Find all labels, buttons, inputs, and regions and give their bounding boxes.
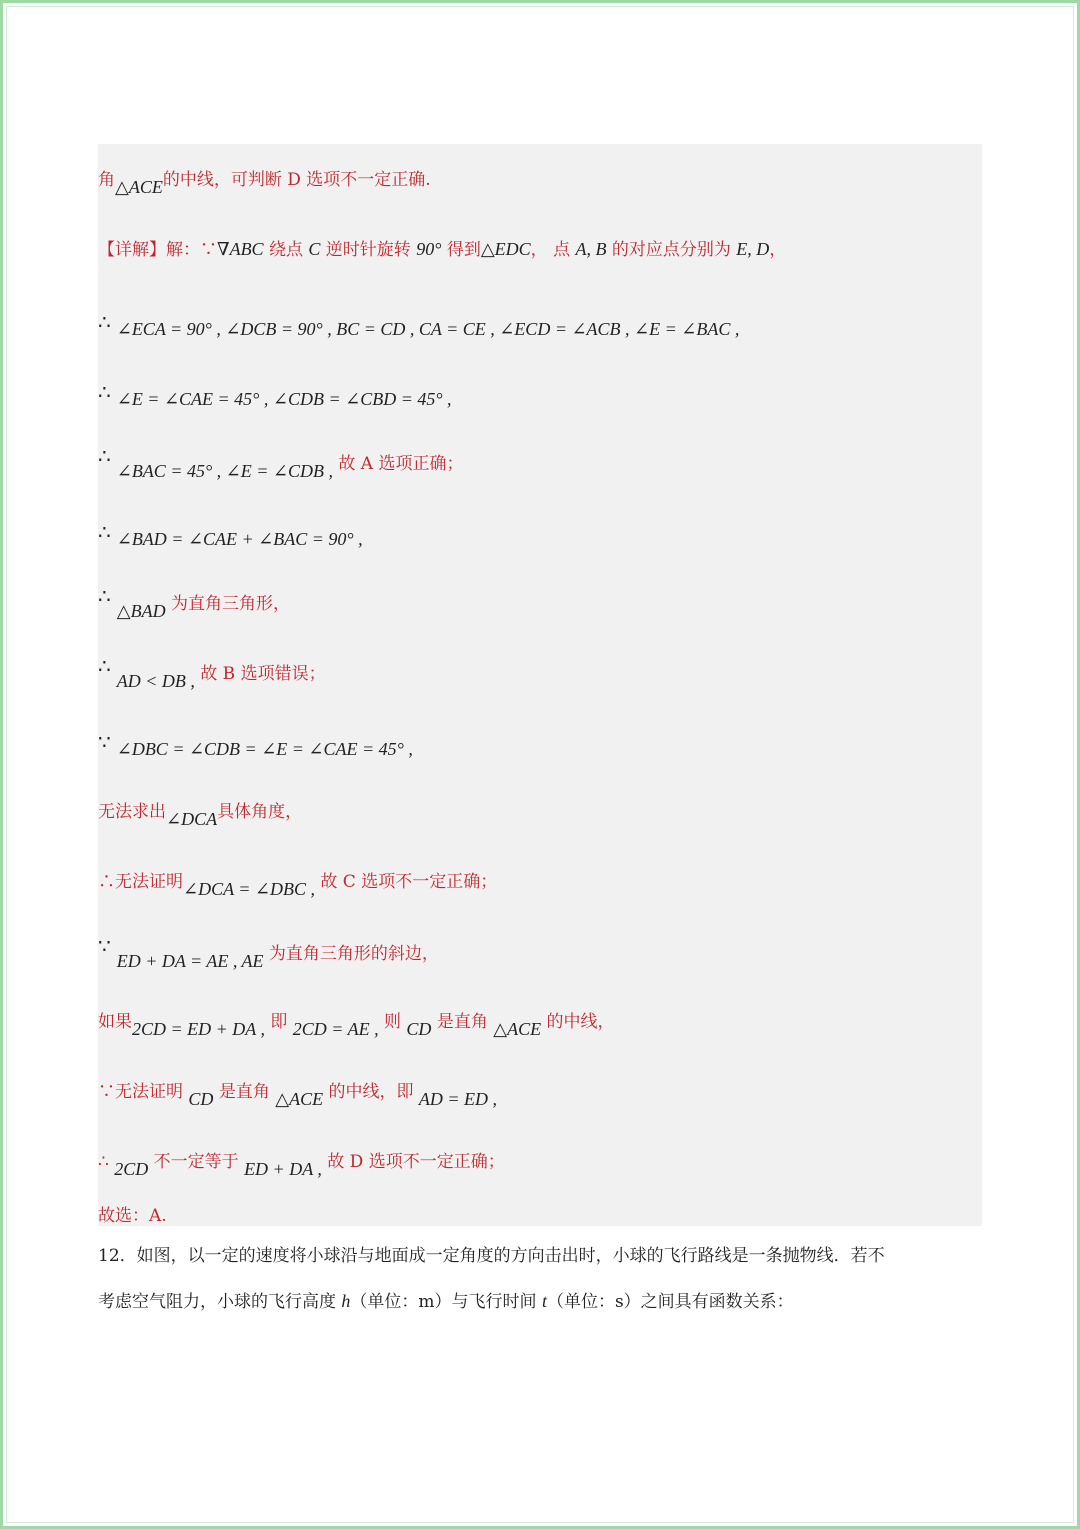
solution-text: ∵无法证明 bbox=[98, 1082, 189, 1102]
solution-line-13 bbox=[98, 1012, 615, 1039]
solution-text: 故选：A. bbox=[98, 1206, 167, 1226]
solution-text: ∴无法证明 bbox=[98, 872, 183, 892]
var-t: t bbox=[541, 1291, 547, 1311]
var-h: h bbox=[341, 1291, 351, 1311]
math-expression: ∠ECA = 90° , ∠DCB = 90° , BC = CD , CA = CE , ∠ECD = ∠ACB , ∠E = ∠BAC , bbox=[116, 319, 740, 339]
math-expression: ∠BAC = 45° , ∠E = ∠CDB , bbox=[116, 461, 333, 481]
solution-line-1 bbox=[98, 170, 431, 197]
math-expression: AD = ED , bbox=[418, 1089, 498, 1109]
solution-text: 是直角 bbox=[431, 1012, 494, 1032]
math-expression: ∠BAD = ∠CAE + ∠BAC = 90° , bbox=[116, 529, 363, 549]
solution-text: 【详解】解：∵ bbox=[98, 240, 217, 260]
math-expression: △ACE bbox=[493, 1019, 542, 1039]
solution-text: 的中线，即 bbox=[323, 1082, 419, 1102]
solution-text: 故 C 选项不一定正确； bbox=[315, 872, 498, 892]
solution-text: 无法求出 bbox=[98, 802, 166, 822]
solution-line-5 bbox=[98, 444, 464, 481]
question-text-2b: （单位：m）与飞行时间 bbox=[350, 1292, 542, 1312]
solution-text: ∴ bbox=[98, 1152, 115, 1172]
solution-text: 即 bbox=[264, 1012, 293, 1032]
math-expression: A, B bbox=[575, 239, 607, 259]
solution-text: 的中线，可判断 D 选项不一定正确. bbox=[162, 170, 431, 190]
solution-line-11 bbox=[98, 872, 498, 899]
question-text-1: 12．如图，以一定的速度将小球沿与地面成一定角度的方向击出时，小球的飞行路线是一条抛物线．若不 bbox=[98, 1246, 885, 1266]
math-expression: ED + DA , bbox=[244, 1159, 322, 1179]
math-expression: ED + DA = AE , AE bbox=[116, 951, 264, 971]
math-expression: E, D bbox=[736, 239, 770, 259]
solution-text: 绕点 bbox=[263, 240, 309, 260]
solution-line-4 bbox=[98, 380, 452, 409]
math-expression: △ACE bbox=[275, 1089, 324, 1109]
solution-text: 的中线， bbox=[541, 1012, 615, 1032]
math-expression: 2CD = AE , bbox=[292, 1019, 379, 1039]
solution-text: 逆时针旋转 bbox=[320, 240, 417, 260]
math-expression: ∠DBC = ∠CDB = ∠E = ∠CAE = 45° , bbox=[116, 739, 413, 759]
solution-line-3 bbox=[98, 310, 740, 339]
solution-text: 为直角三角形的斜边， bbox=[263, 944, 439, 964]
question-line-2 bbox=[98, 1292, 794, 1311]
math-expression: AD < DB , bbox=[116, 671, 195, 691]
solution-text: 故 A 选项正确； bbox=[332, 454, 464, 474]
math-expression: ∠DCA = ∠DBC , bbox=[183, 879, 315, 899]
solution-text: 故 D 选项不一定正确； bbox=[321, 1152, 505, 1172]
solution-text: 则 bbox=[378, 1012, 407, 1032]
solution-line-16 bbox=[98, 1208, 167, 1225]
solution-line-7 bbox=[98, 584, 290, 621]
solution-block bbox=[98, 144, 982, 1226]
solution-text: ， bbox=[769, 240, 787, 260]
solution-line-14 bbox=[98, 1082, 498, 1109]
math-expression: △ACE bbox=[115, 177, 163, 197]
math-expression: 2CD bbox=[114, 1159, 149, 1179]
math-expression: △BAD bbox=[116, 601, 166, 621]
math-expression: ∇ABC bbox=[217, 239, 264, 259]
math-expression: CD bbox=[188, 1089, 214, 1109]
solution-text: 如果 bbox=[98, 1012, 132, 1032]
solution-text: 得到 bbox=[441, 240, 481, 260]
solution-text: ， 点 bbox=[530, 240, 576, 260]
math-expression: 90° bbox=[416, 239, 442, 259]
logic-symbol: ∴ bbox=[98, 444, 111, 468]
math-expression: CD bbox=[406, 1019, 432, 1039]
solution-text: 为直角三角形， bbox=[165, 594, 290, 614]
question-text-2a: 考虑空气阻力，小球的飞行高度 bbox=[98, 1292, 342, 1312]
solution-text: 角 bbox=[98, 170, 115, 190]
logic-symbol: ∵ bbox=[98, 730, 111, 754]
solution-line-8 bbox=[98, 654, 326, 691]
solution-text: 不一定等于 bbox=[148, 1152, 245, 1172]
logic-symbol: ∴ bbox=[98, 310, 111, 334]
question-text-2c: （单位：s）之间具有函数关系： bbox=[546, 1292, 794, 1312]
solution-text: 是直角 bbox=[213, 1082, 276, 1102]
solution-line-2 bbox=[98, 240, 786, 259]
solution-line-10 bbox=[98, 802, 303, 829]
solution-text: 的对应点分别为 bbox=[606, 240, 737, 260]
logic-symbol: ∴ bbox=[98, 520, 111, 544]
math-expression: C bbox=[308, 239, 321, 259]
math-expression: △EDC bbox=[480, 239, 531, 259]
solution-line-9 bbox=[98, 730, 413, 759]
math-expression: 2CD = ED + DA , bbox=[132, 1019, 265, 1039]
logic-symbol: ∴ bbox=[98, 584, 111, 608]
solution-line-15 bbox=[98, 1152, 505, 1179]
logic-symbol: ∴ bbox=[98, 380, 111, 404]
solution-line-12 bbox=[98, 934, 439, 971]
logic-symbol: ∴ bbox=[98, 654, 111, 678]
solution-line-6 bbox=[98, 520, 363, 549]
solution-text: 故 B 选项错误； bbox=[194, 664, 326, 684]
logic-symbol: ∵ bbox=[98, 934, 111, 958]
math-expression: ∠E = ∠CAE = 45° , ∠CDB = ∠CBD = 45° , bbox=[116, 389, 452, 409]
math-expression: ∠DCA bbox=[166, 809, 218, 829]
solution-text: 具体角度， bbox=[217, 802, 303, 822]
question-line-1 bbox=[98, 1248, 885, 1265]
